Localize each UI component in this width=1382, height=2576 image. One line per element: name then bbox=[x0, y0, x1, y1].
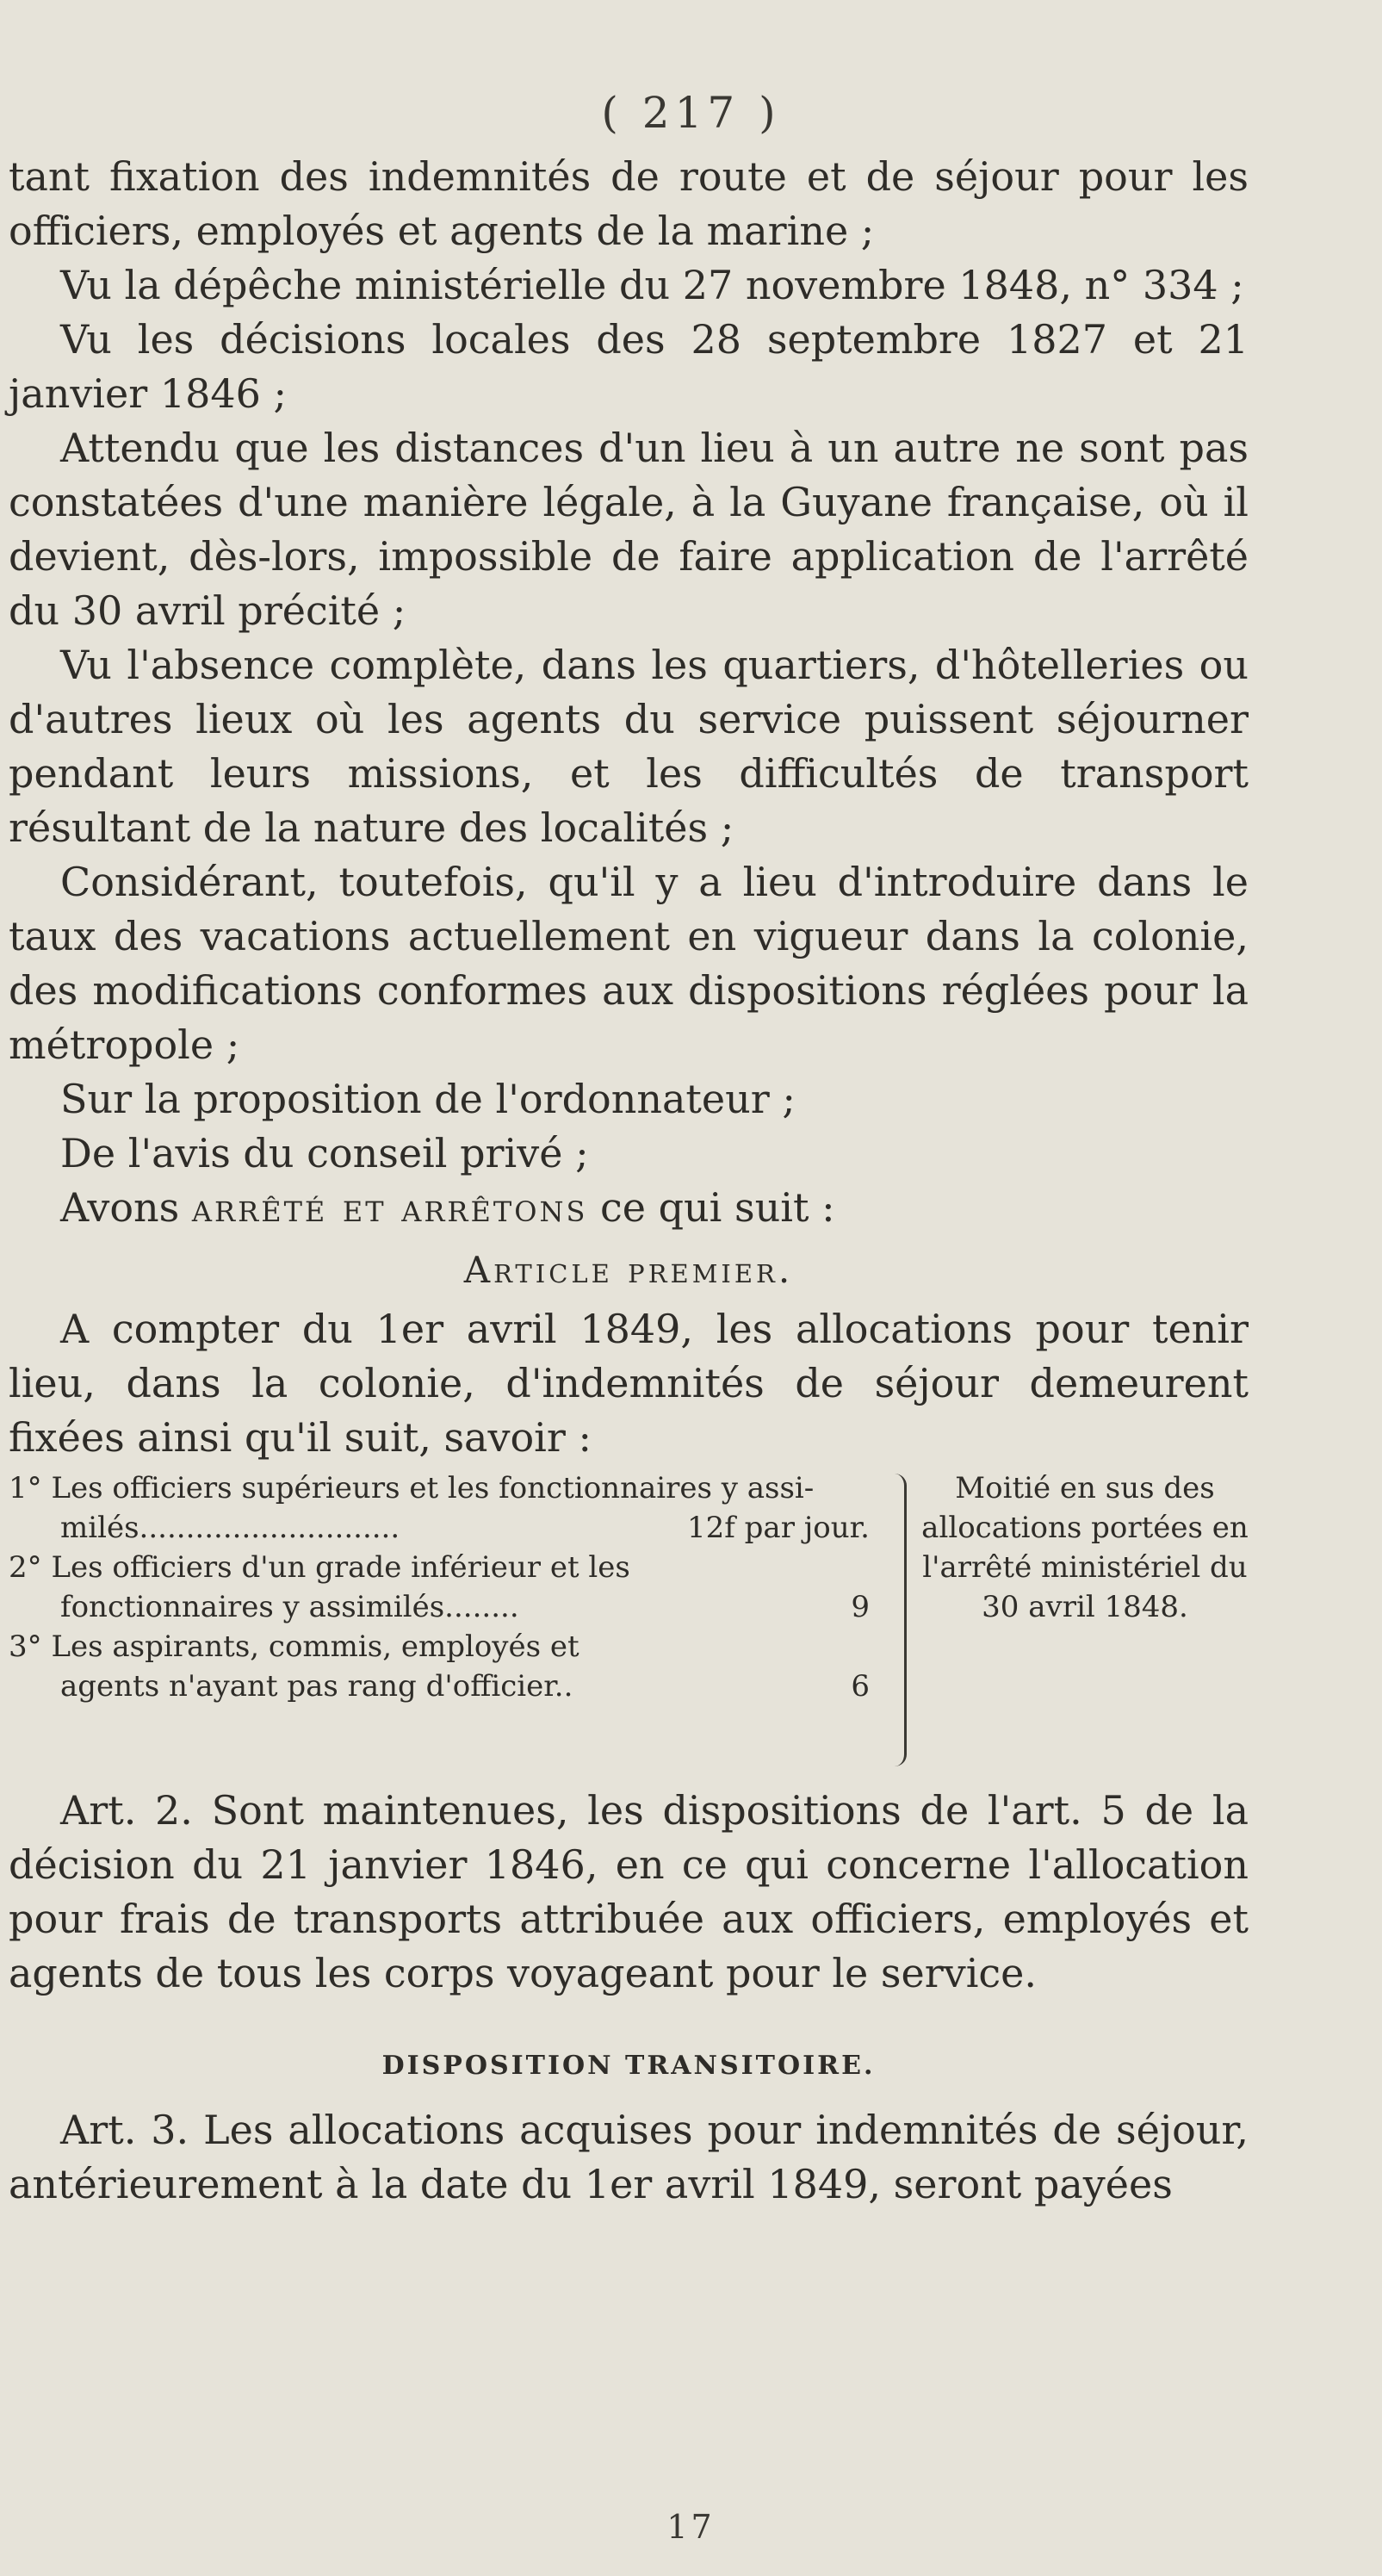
intro-paragraph-1: tant fixation des indemnités de route et de séjour pour les officiers, employés et agents de la marine ; bbox=[9, 153, 1249, 254]
allocations-block bbox=[9, 1468, 1249, 1778]
signature-mark: 17 bbox=[666, 2508, 716, 2546]
avons-line bbox=[9, 1181, 1249, 1235]
allocation-item-1-line1: 1° Les officiers supérieurs et les fonctionnaires y assi- bbox=[9, 1471, 815, 1505]
allocation-item-3-line1: 3° Les aspirants, commis, employés et bbox=[9, 1629, 579, 1664]
brace-divider bbox=[889, 1474, 907, 1766]
intro-paragraph-2: Vu la dépêche ministérielle du 27 novembre 1848, n° 334 ; bbox=[60, 262, 1244, 308]
allocation-item-1-amount: 12f par jour. bbox=[687, 1511, 870, 1545]
intro-paragraph-5: Vu l'absence complète, dans les quartiers, d'hôtelleries ou d'autres lieux où les agents du service puissent séjourner pendant leurs missions, et les difficultés de transport résultant de la nature des localités ; bbox=[9, 642, 1249, 851]
intro-paragraph-4: Attendu que les distances d'un lieu à un autre ne sont pas constatées d'une manière légale, à la Guyane française, où il devient, dès-lors, impossible de faire application de l'arrêté du 30 avril précité ; bbox=[9, 425, 1249, 634]
allocation-item-3 bbox=[9, 1627, 870, 1706]
intro-paragraph-3: Vu les décisions locales des 28 septembre 1827 et 21 janvier 1846 ; bbox=[9, 316, 1249, 417]
allocation-item-2-amount: 9 bbox=[851, 1590, 870, 1624]
allocation-item-2 bbox=[9, 1548, 870, 1627]
avons-smallcaps: arrêté et arrêtons bbox=[191, 1184, 588, 1231]
article-2-text: Art. 2. Sont maintenues, les dispositions de l'art. 5 de la décision du 21 janvier 1846, en ce qui concerne l'allocation pour frais de transports attribuée aux officiers, employés et agents de tous les corps voyageant pour le service. bbox=[9, 1787, 1249, 1996]
intro-paragraph-6: Considérant, toutefois, qu'il y a lieu d'introduire dans le taux des vacations actuellement en vigueur dans la colonie, des modifications conformes aux dispositions réglées pour la métropole ; bbox=[9, 859, 1249, 1068]
text-column bbox=[9, 150, 1249, 2212]
article-premier-text: A compter du 1er avril 1849, les allocations pour tenir lieu, dans la colonie, d'indemnités de séjour demeurent fixées ainsi qu'il suit, savoir : bbox=[9, 1306, 1249, 1461]
article-premier-title: Article premier. bbox=[463, 1249, 794, 1291]
intro-paragraph-8: De l'avis du conseil privé ; bbox=[60, 1130, 589, 1176]
allocation-item-1 bbox=[9, 1468, 870, 1548]
allocation-item-1-line2: milés............................ bbox=[60, 1511, 400, 1545]
allocation-item-2-line1: 2° Les officiers d'un grade inférieur et les bbox=[9, 1550, 630, 1585]
allocation-item-3-amount: 6 bbox=[851, 1669, 870, 1704]
allocation-item-2-line2: fonctionnaires y assimilés........ bbox=[60, 1590, 519, 1624]
page-number: ( 217 ) bbox=[601, 88, 781, 138]
section-title: DISPOSITION TRANSITOIRE. bbox=[381, 2051, 876, 2081]
allocations-list bbox=[9, 1468, 870, 1706]
article-3-text: Art. 3. Les allocations acquises pour indemnités de séjour, antérieurement à la date du 1er avril 1849, seront payées bbox=[9, 2107, 1249, 2207]
avons-suffix: ce qui suit : bbox=[600, 1184, 835, 1231]
allocation-note: Moitié en sus des allocations portées en l'arrêté ministériel du 30 avril 1848. bbox=[921, 1471, 1249, 1624]
allocation-item-3-line2: agents n'ayant pas rang d'officier.. bbox=[60, 1669, 573, 1704]
avons-prefix: Avons bbox=[60, 1184, 180, 1231]
intro-paragraph-7: Sur la proposition de l'ordonnateur ; bbox=[60, 1076, 796, 1122]
